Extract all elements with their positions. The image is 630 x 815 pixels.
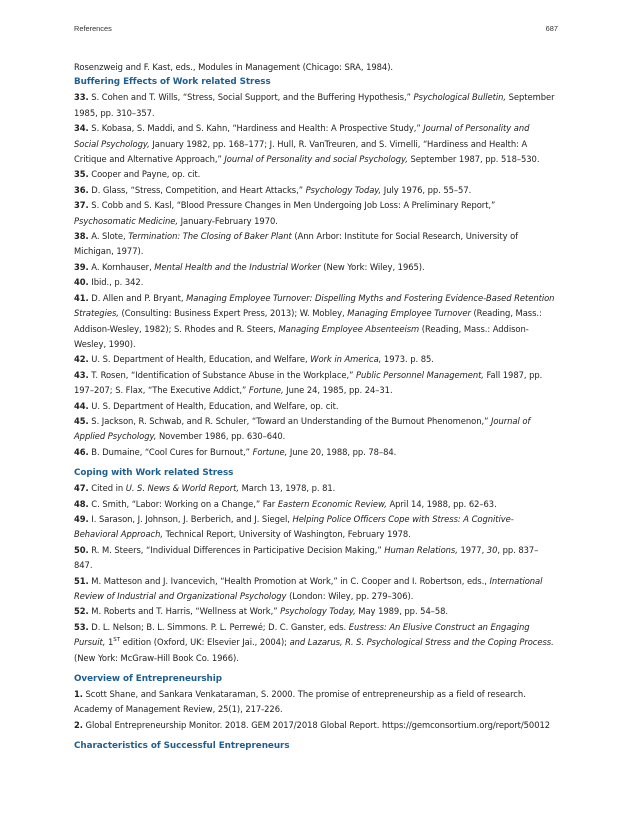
italic-title-text: Fortune, [248, 385, 284, 396]
reference-text: June 24, 1985, pp. 24–31. [283, 385, 393, 396]
italic-title-text: 30 [486, 544, 498, 555]
reference-entry [74, 352, 556, 367]
italic-title-text: Managing Employee Absenteeism [278, 323, 420, 334]
italic-title-text: Psychology Today, [280, 606, 356, 617]
reference-entry [74, 368, 556, 399]
reference-text: U. S. Department of Health, Education, and Welfare, op. cit. [88, 400, 339, 411]
reference-number: 34. [74, 123, 89, 134]
reference-number: 50. [74, 544, 89, 555]
reference-number: 48. [74, 498, 89, 509]
reference-text: (Reading, Mass.: Addison-Wesley, 1982); S. Rhodes and R. Steers, [74, 308, 542, 334]
italic-title-text: Journal of Applied Psychology, [74, 415, 531, 442]
reference-text: T. Rosen, “Identification of Substance Abuse in the Workplace,” [88, 369, 356, 380]
reference-text: (London: Wiley, pp. 279–306). [286, 591, 414, 601]
italic-title-text: Human Relations, [384, 544, 458, 555]
italic-title-text: Eustress: An Elusive Construct an Engaging Pursuit, [74, 621, 530, 648]
reference-entry [74, 183, 556, 198]
reference-entry [74, 445, 556, 460]
reference-text: B. Dumaine, “Cool Cures for Burnout,” [88, 446, 253, 457]
reference-number: 36. [74, 184, 89, 195]
reference-text: (Ann Arbor: Institute for Social Research, University of Michigan, 1977). [74, 231, 519, 257]
reference-text: (New York: McGraw-Hill Book Co. 1966). [74, 652, 239, 663]
italic-title-text: Psychological Bulletin, [413, 92, 507, 103]
references-body [74, 60, 556, 760]
reference-text: November 1986, pp. 630–640. [156, 431, 286, 442]
reference-text: I. Sarason, J. Johnson, J. Berberich, and J. Siegel, [88, 513, 293, 524]
section-heading: Characteristics of Successful Entrepreneurs [74, 741, 290, 752]
reference-entry [74, 687, 556, 718]
reference-text: July 1976, pp. 55–57. [381, 184, 472, 195]
reference-number: 43. [74, 369, 89, 380]
reference-text: Technical Report, University of Washington, February 1978. [162, 529, 411, 540]
reference-entry [74, 543, 556, 574]
reference-number: 39. [74, 261, 89, 272]
italic-title-text: Helping Police Officers Cope with Stress: A Cognitive-Behavioral Approach, [74, 513, 514, 540]
italic-title-text: Eastern Economic Review, [277, 498, 387, 509]
reference-text: C. Smith, “Labor: Working on a Change,” Far [88, 498, 278, 509]
reference-text: March 13, 1978, p. 81. [239, 483, 336, 494]
italic-title-text: Fortune, [252, 446, 288, 457]
reference-text: April 14, 1988, pp. 62–63. [386, 498, 497, 509]
reference-number: 42. [74, 354, 89, 365]
italic-title-text: Journal of Personality and social Psychology, [224, 154, 408, 165]
reference-text: 1973. p. 85. [381, 354, 434, 365]
italic-title-text: Termination: The Closing of Baker Plant [128, 231, 292, 242]
reference-number: 2. [74, 719, 83, 730]
reference-entry [74, 414, 556, 445]
reference-number: 47. [74, 483, 89, 494]
superscript-text: ST [113, 637, 121, 644]
reference-text: U. S. Department of Health, Education, and Welfare, [88, 354, 311, 365]
reference-number: 33. [74, 92, 89, 103]
reference-text: , pp. 837–847. [74, 544, 539, 571]
reference-text: September 1987, pp. 518–530. [407, 154, 540, 165]
reference-number: 49. [74, 513, 89, 524]
reference-number: 44. [74, 400, 89, 411]
italic-title-text: Managing Employee Turnover [347, 308, 471, 319]
italic-title-text: Public Personnel Management, [356, 369, 484, 380]
reference-entry [74, 167, 556, 182]
reference-entry [74, 121, 556, 167]
reference-entry [74, 90, 556, 121]
reference-text: S. Kobasa, S. Maddi, and S. Kahn, “Hardiness and Health: A Prospective Study,” [88, 123, 424, 134]
section-heading: Overview of Entrepreneurship [74, 674, 222, 685]
italic-title-text: U. S. News & World Report, [125, 483, 239, 494]
reference-number: 35. [74, 169, 89, 180]
reference-text: S. Jackson, R. Schwab, and R. Schuler, “Toward an Understanding of the Burnout Phenomenon,” [88, 415, 491, 426]
reference-text: A. Slote, [88, 231, 129, 242]
reference-entry [74, 718, 556, 733]
reference-text: Cited in [88, 483, 126, 494]
reference-text: May 1989, pp. 54–58. [355, 606, 449, 617]
reference-entry [74, 512, 556, 543]
section-heading: Buffering Effects of Work related Stress [74, 77, 271, 88]
italic-title-text: and Lazarus, R. S. Psychological Stress and the Coping Process. [289, 637, 554, 648]
reference-text: Global Entrepreneurship Monitor. 2018. GEM 2017/2018 Global Report. https://gemconsortium.org/report/50012 [82, 719, 551, 730]
reference-text: M. Matteson and J. Ivancevich, “Health Promotion at Work,” in C. Cooper and I. Robertson, eds., [88, 575, 490, 586]
italic-title-text: International Review of Industrial and Organizational Psychology [74, 575, 543, 601]
section-running-title: References [74, 24, 112, 33]
page-number: 687 [545, 24, 558, 33]
running-header [74, 24, 558, 33]
reference-section [74, 739, 556, 754]
reference-section [74, 672, 556, 733]
reference-entry [74, 399, 556, 414]
reference-text: A. Kornhauser, [88, 261, 155, 272]
reference-text: Ibid., p. 342. [88, 277, 144, 288]
reference-entry [74, 229, 556, 260]
reference-text: Cooper and Payne, op. cit. [88, 169, 201, 180]
italic-title-text: Work in America, [310, 354, 382, 365]
section-heading: Coping with Work related Stress [74, 468, 234, 479]
reference-text: edition (Oxford, UK: Elsevier Jai., 2004); [120, 637, 290, 648]
reference-text: (Consulting: Business Expert Press, 2013); W. Mobley, [118, 308, 348, 319]
reference-text: 1977, [457, 544, 487, 555]
reference-text: M. Roberts and T. Harris, “Wellness at Work,” [88, 606, 281, 617]
reference-number: 40. [74, 277, 89, 288]
reference-number: 41. [74, 292, 89, 303]
reference-entry [74, 497, 556, 512]
reference-text: January-February 1970. [178, 215, 278, 226]
reference-entry [74, 260, 556, 275]
reference-entry [74, 291, 556, 353]
reference-entry [74, 574, 556, 605]
reference-text: September 1985, pp. 310–357. [74, 92, 555, 118]
italic-title-text: Managing Employee Turnover: Dispelling Myths and Fostering Evidence-Based Retention Strategies, [74, 292, 555, 319]
reference-entry [74, 198, 556, 229]
reference-section [74, 75, 556, 460]
intro-reference-text: Rosenzweig and F. Kast, eds., Modules in Management (Chicago: SRA, 1984). [74, 62, 394, 72]
italic-title-text: Mental Health and the Industrial Worker [154, 261, 321, 272]
reference-text: Fall 1987, pp. 197–207; S. Flax, “The Executive Addict,” [74, 369, 543, 396]
reference-text: R. M. Steers, “Individual Differences in Participative Decision Making,” [88, 544, 385, 555]
reference-text: D. Glass, “Stress, Competition, and Heart Attacks,” [88, 184, 306, 195]
reference-entry [74, 620, 556, 666]
reference-text: (New York: Wiley, 1965). [320, 261, 425, 272]
reference-text: Scott Shane, and Sankara Venkataraman, S. 2000. The promise of entrepreneurship as a field of research. Academy of Management Review, 25(1), 217-226. [74, 689, 526, 715]
reference-entry [74, 275, 556, 290]
reference-text: S. Cobb and S. Kasl, “Blood Pressure Changes in Men Undergoing Job Loss: A Preliminary Report,” [88, 200, 496, 211]
reference-entry [74, 481, 556, 496]
reference-text: 1 [105, 637, 114, 648]
reference-number: 46. [74, 446, 89, 457]
reference-number: 53. [74, 621, 89, 632]
italic-title-text: Psychosomatic Medicine, [74, 215, 178, 226]
reference-number: 37. [74, 200, 89, 211]
reference-number: 51. [74, 575, 89, 586]
reference-text: June 20, 1988, pp. 78–84. [287, 446, 397, 457]
reference-number: 1. [74, 689, 83, 700]
reference-text: (Reading, Mass.: Addison-Wesley, 1990). [74, 323, 529, 349]
reference-entry [74, 604, 556, 619]
reference-number: 52. [74, 606, 89, 617]
italic-title-text: Journal of Personality and Social Psychology, [74, 123, 530, 149]
reference-text: S. Cohen and T. Wills, “Stress, Social Support, and the Buffering Hypothesis,” [88, 92, 414, 103]
reference-number: 38. [74, 231, 89, 242]
reference-text: January 1982, pp. 168–177; J. Hull, R. VanTreuren, and S. Virnelli, “Hardiness and Health: A Critique and Alternative Approach,” [74, 138, 528, 165]
reference-text: D. Allen and P. Bryant, [88, 292, 187, 303]
italic-title-text: Psychology Today, [305, 184, 382, 195]
reference-section [74, 466, 556, 666]
reference-number: 45. [74, 415, 89, 426]
reference-text: D. L. Nelson; B. L. Simmons. P. L. Perrewé; D. C. Ganster, eds. [88, 621, 349, 632]
